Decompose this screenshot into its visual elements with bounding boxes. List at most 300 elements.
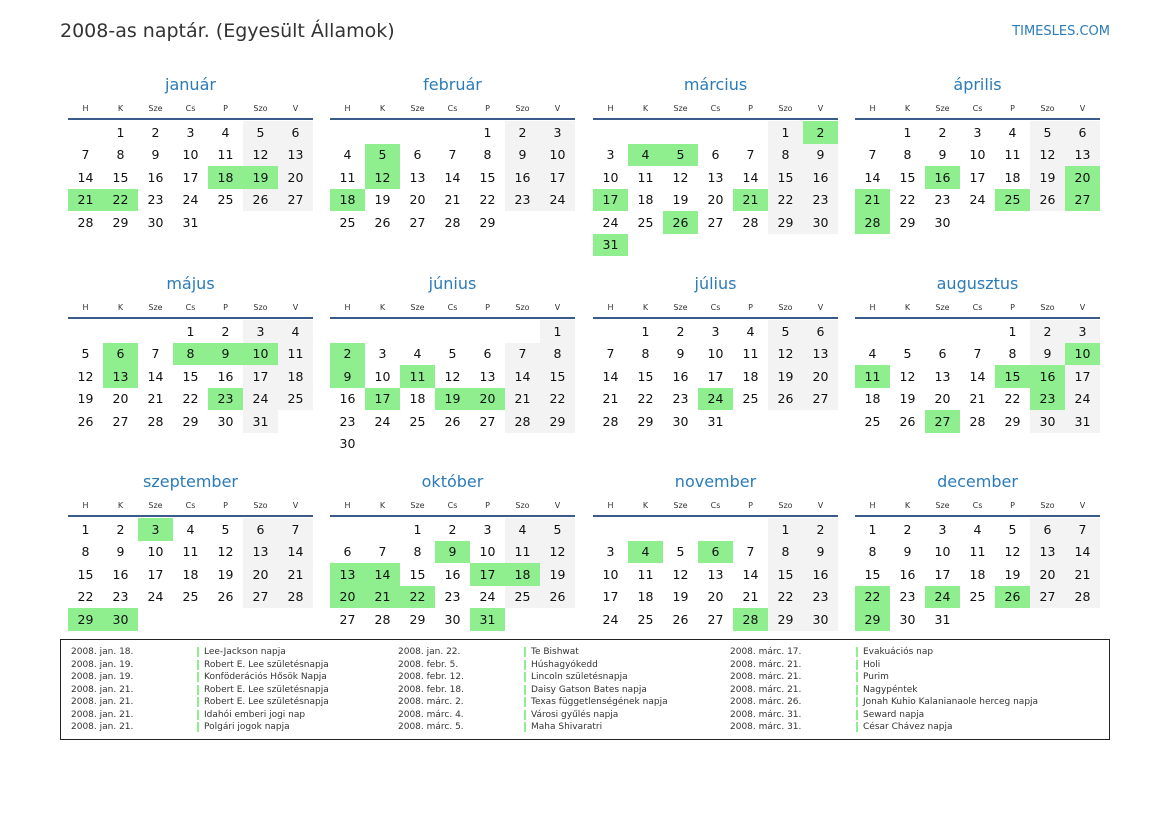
- weekday-label: Sze: [148, 103, 163, 113]
- holiday-day: 14: [365, 563, 400, 586]
- day-cell: 15: [768, 563, 803, 586]
- weekday-label: Cs: [185, 103, 196, 113]
- day-cell: 22: [77, 589, 94, 605]
- weekday-label: K: [642, 500, 649, 510]
- day-cell: 31: [1065, 410, 1100, 433]
- day-cell: 5: [81, 346, 90, 362]
- day-cell: 10: [147, 544, 164, 560]
- weekday-label: Cs: [710, 103, 721, 113]
- day-cell: 12: [540, 541, 575, 564]
- holiday-day: 20: [330, 586, 365, 609]
- day-cell: 25: [182, 589, 199, 605]
- day-cell: 16: [147, 169, 164, 185]
- holiday-date: 2008. febr. 18.: [398, 684, 464, 695]
- holiday-date: 2008. jan. 22.: [398, 647, 461, 658]
- day-cell: 25: [505, 586, 540, 609]
- day-cell: 23: [672, 391, 689, 407]
- brand-link[interactable]: TIMESLES.COM: [1012, 24, 1110, 39]
- weekday-label: Sze: [935, 103, 950, 113]
- weekday-label: V: [554, 302, 561, 312]
- day-cell: 27: [409, 214, 426, 230]
- holiday-marker: [524, 660, 526, 670]
- day-cell: 19: [1004, 566, 1021, 582]
- day-cell: 10: [479, 544, 496, 560]
- day-cell: 31: [934, 611, 951, 627]
- day-cell: 19: [1030, 166, 1065, 189]
- month-11: [593, 469, 838, 631]
- day-cell: 6: [1030, 518, 1065, 541]
- legend-item: [398, 721, 668, 734]
- holiday-day: 2: [803, 121, 838, 144]
- day-cell: 25: [637, 214, 654, 230]
- holiday-day: 17: [470, 563, 505, 586]
- weekday-label: Szo: [253, 302, 268, 312]
- day-cell: 11: [637, 169, 654, 185]
- day-cell: 16: [444, 566, 461, 582]
- month-name: augusztus: [936, 274, 1019, 293]
- day-cell: 6: [938, 346, 947, 362]
- holiday-name: Texas függetlenségének napja: [531, 697, 668, 708]
- empty-cell: [470, 320, 505, 343]
- day-cell: 12: [1004, 544, 1021, 560]
- weekday-label: Sze: [410, 500, 425, 510]
- empty-cell: [400, 121, 435, 144]
- month-name: június: [428, 274, 477, 293]
- weekday-label: Sze: [148, 302, 163, 312]
- day-cell: 6: [483, 346, 492, 362]
- holiday-date: 2008. febr. 12.: [398, 672, 464, 683]
- day-cell: 31: [182, 214, 199, 230]
- day-cell: 26: [540, 586, 575, 609]
- weekday-label: P: [223, 103, 228, 113]
- holiday-date: 2008. jan. 18.: [71, 647, 134, 658]
- weekday-label: Szo: [1040, 103, 1055, 113]
- day-cell: 21: [444, 192, 461, 208]
- weekday-label: V: [817, 103, 824, 113]
- day-cell: 8: [768, 541, 803, 564]
- day-cell: 29: [182, 413, 199, 429]
- day-cell: 3: [378, 346, 387, 362]
- weekday-label: H: [344, 103, 351, 113]
- legend-item: [398, 684, 668, 697]
- day-cell: 28: [602, 413, 619, 429]
- weekday-label: V: [1079, 103, 1086, 113]
- day-cell: 13: [479, 368, 496, 384]
- weekday-label: Sze: [148, 500, 163, 510]
- legend-item: [730, 721, 1038, 734]
- weekday-label: V: [554, 500, 561, 510]
- day-cell: 19: [672, 192, 689, 208]
- weekday-label: Cs: [447, 302, 458, 312]
- legend-column: [730, 646, 1038, 734]
- holiday-day: 27: [925, 410, 960, 433]
- day-cell: 28: [444, 214, 461, 230]
- day-cell: 20: [1030, 563, 1065, 586]
- month-name: július: [694, 274, 737, 293]
- holiday-marker: [856, 710, 858, 720]
- empty-cell: [698, 121, 733, 144]
- day-cell: 4: [186, 521, 195, 537]
- empty-cell: [593, 121, 628, 144]
- month-12: [855, 469, 1100, 631]
- day-cell: 1: [641, 323, 650, 339]
- holiday-day: 17: [365, 388, 400, 411]
- day-cell: 1: [483, 124, 492, 140]
- day-cell: 14: [864, 169, 881, 185]
- day-cell: 17: [243, 365, 278, 388]
- empty-cell: [733, 121, 768, 144]
- empty-cell: [628, 121, 663, 144]
- holiday-day: 6: [698, 541, 733, 564]
- day-cell: 8: [483, 147, 492, 163]
- day-cell: 29: [479, 214, 496, 230]
- day-cell: 6: [243, 518, 278, 541]
- weekday-label: H: [869, 302, 876, 312]
- day-cell: 1: [186, 323, 195, 339]
- day-cell: 26: [217, 589, 234, 605]
- day-cell: 1: [768, 518, 803, 541]
- day-cell: 19: [77, 391, 94, 407]
- day-cell: 15: [77, 566, 94, 582]
- days-grid: [330, 121, 575, 234]
- day-cell: 30: [803, 608, 838, 631]
- holiday-day: 24: [925, 586, 960, 609]
- day-cell: 24: [602, 214, 619, 230]
- holiday-day: 8: [173, 343, 208, 366]
- day-cell: 7: [746, 147, 755, 163]
- holiday-day: 5: [365, 144, 400, 167]
- day-cell: 30: [339, 436, 356, 452]
- month-name: január: [165, 75, 216, 94]
- empty-cell: [505, 320, 540, 343]
- day-cell: 9: [151, 147, 160, 163]
- weekday-label: K: [904, 302, 911, 312]
- day-cell: 20: [243, 563, 278, 586]
- legend-item: [730, 696, 1038, 709]
- empty-cell: [330, 121, 365, 144]
- holiday-day: 9: [330, 365, 365, 388]
- holiday-marker: [524, 647, 526, 657]
- day-cell: 15: [479, 169, 496, 185]
- day-cell: 23: [112, 589, 129, 605]
- weekday-label: Cs: [447, 103, 458, 113]
- holiday-name: Maha Shivaratri: [531, 722, 603, 733]
- day-cell: 10: [969, 147, 986, 163]
- day-cell: 15: [182, 368, 199, 384]
- day-cell: 23: [505, 189, 540, 212]
- holiday-name: César Chávez napja: [863, 722, 953, 733]
- day-cell: 27: [112, 413, 129, 429]
- month-name: december: [937, 472, 1018, 491]
- holiday-day: 21: [733, 189, 768, 212]
- weekday-label: Sze: [410, 302, 425, 312]
- day-cell: 1: [1008, 323, 1017, 339]
- holiday-day: 22: [400, 586, 435, 609]
- weekday-label: H: [82, 302, 89, 312]
- day-cell: 8: [768, 144, 803, 167]
- day-cell: 12: [1030, 144, 1065, 167]
- weekday-label: Sze: [673, 500, 688, 510]
- days-grid: [593, 320, 838, 433]
- day-cell: 16: [899, 566, 916, 582]
- weekday-label: H: [607, 103, 614, 113]
- legend-item: [71, 709, 329, 722]
- weekday-label: Cs: [710, 302, 721, 312]
- day-cell: 18: [409, 391, 426, 407]
- day-cell: 2: [151, 124, 160, 140]
- weekday-label: Szo: [515, 500, 530, 510]
- day-cell: 4: [868, 346, 877, 362]
- day-cell: 11: [1004, 147, 1021, 163]
- holiday-date: 2008. jan. 21.: [71, 697, 134, 708]
- day-cell: 8: [641, 346, 650, 362]
- day-cell: 11: [217, 147, 234, 163]
- day-cell: 11: [278, 343, 313, 366]
- days-grid: [68, 121, 313, 234]
- day-cell: 28: [969, 413, 986, 429]
- day-cell: 18: [182, 566, 199, 582]
- empty-cell: [733, 518, 768, 541]
- weekday-label: P: [223, 500, 228, 510]
- day-cell: 20: [707, 589, 724, 605]
- day-cell: 19: [672, 589, 689, 605]
- day-cell: 11: [742, 346, 759, 362]
- holiday-day: 9: [435, 541, 470, 564]
- month-3: [593, 72, 838, 256]
- holiday-name: Idahói emberi jogi nap: [204, 709, 306, 720]
- holiday-day: 13: [330, 563, 365, 586]
- day-cell: 12: [672, 169, 689, 185]
- holiday-day: 22: [855, 586, 890, 609]
- holiday-name: Purim: [863, 672, 889, 683]
- day-cell: 22: [899, 192, 916, 208]
- day-cell: 24: [479, 589, 496, 605]
- weekday-label: Cs: [710, 500, 721, 510]
- legend-item: [71, 659, 329, 672]
- day-cell: 13: [803, 343, 838, 366]
- day-cell: 23: [147, 192, 164, 208]
- legend-column: [398, 646, 668, 734]
- day-cell: 17: [1065, 365, 1100, 388]
- holiday-date: 2008. márc. 21.: [730, 659, 802, 670]
- month-1: [68, 72, 313, 234]
- empty-cell: [365, 518, 400, 541]
- month-8: [855, 271, 1100, 433]
- day-cell: 13: [934, 368, 951, 384]
- weekday-label: Szo: [1040, 302, 1055, 312]
- weekday-label: Sze: [935, 302, 950, 312]
- weekday-label: K: [904, 500, 911, 510]
- legend-item: [398, 646, 668, 659]
- day-cell: 2: [803, 518, 838, 541]
- holiday-day: 20: [1065, 166, 1100, 189]
- empty-cell: [855, 320, 890, 343]
- weekday-label: H: [82, 500, 89, 510]
- day-cell: 19: [217, 566, 234, 582]
- day-cell: 1: [540, 320, 575, 343]
- day-cell: 12: [77, 368, 94, 384]
- legend-item: [398, 659, 668, 672]
- day-cell: 25: [278, 388, 313, 411]
- day-cell: 10: [182, 147, 199, 163]
- day-cell: 18: [1004, 169, 1021, 185]
- holiday-marker: [856, 672, 858, 682]
- day-cell: 16: [112, 566, 129, 582]
- holiday-name: Húshagyókedd: [531, 659, 598, 670]
- empty-cell: [365, 320, 400, 343]
- weekday-label: K: [379, 302, 386, 312]
- day-cell: 29: [899, 214, 916, 230]
- days-grid: [68, 320, 313, 433]
- day-cell: 18: [864, 391, 881, 407]
- weekday-label: P: [485, 103, 490, 113]
- day-cell: 21: [602, 391, 619, 407]
- day-cell: 24: [182, 192, 199, 208]
- day-cell: 14: [602, 368, 619, 384]
- day-cell: 8: [81, 544, 90, 560]
- day-cell: 20: [278, 166, 313, 189]
- day-cell: 2: [1030, 320, 1065, 343]
- holiday-marker: [856, 697, 858, 707]
- day-cell: 7: [378, 544, 387, 560]
- holiday-day: 31: [593, 234, 628, 257]
- days-grid: [593, 518, 838, 631]
- holiday-date: 2008. jan. 21.: [71, 722, 134, 733]
- empty-cell: [68, 121, 103, 144]
- legend-item: [398, 671, 668, 684]
- day-cell: 13: [707, 566, 724, 582]
- day-cell: 15: [864, 566, 881, 582]
- holiday-name: Robert E. Lee születésnapja: [204, 684, 329, 695]
- day-cell: 15: [637, 368, 654, 384]
- weekday-label: Szo: [778, 302, 793, 312]
- holiday-day: 9: [208, 343, 243, 366]
- day-cell: 10: [707, 346, 724, 362]
- day-cell: 5: [1030, 121, 1065, 144]
- day-cell: 19: [374, 192, 391, 208]
- day-cell: 11: [637, 566, 654, 582]
- holiday-day: 4: [628, 541, 663, 564]
- weekday-header: [330, 297, 575, 319]
- month-2: [330, 72, 575, 234]
- days-grid: [68, 518, 313, 631]
- holiday-day: 4: [628, 144, 663, 167]
- empty-cell: [663, 121, 698, 144]
- day-cell: 6: [803, 320, 838, 343]
- weekday-label: K: [379, 103, 386, 113]
- day-cell: 23: [444, 589, 461, 605]
- day-cell: 27: [339, 611, 356, 627]
- day-cell: 12: [243, 144, 278, 167]
- day-cell: 18: [969, 566, 986, 582]
- day-cell: 6: [413, 147, 422, 163]
- holiday-day: 18: [330, 189, 365, 212]
- weekday-label: P: [1010, 103, 1015, 113]
- empty-cell: [593, 320, 628, 343]
- day-cell: 16: [217, 368, 234, 384]
- day-cell: 23: [934, 192, 951, 208]
- day-cell: 6: [343, 544, 352, 560]
- day-cell: 26: [77, 413, 94, 429]
- day-cell: 28: [1065, 586, 1100, 609]
- weekday-label: V: [292, 500, 299, 510]
- day-cell: 14: [278, 541, 313, 564]
- day-cell: 15: [540, 365, 575, 388]
- weekday-header: [855, 495, 1100, 517]
- day-cell: 13: [1030, 541, 1065, 564]
- holiday-date: 2008. márc. 2.: [398, 697, 464, 708]
- day-cell: 20: [112, 391, 129, 407]
- day-cell: 4: [973, 521, 982, 537]
- holiday-marker: [197, 685, 199, 695]
- day-cell: 26: [768, 388, 803, 411]
- holiday-day: 20: [470, 388, 505, 411]
- weekday-label: H: [82, 103, 89, 113]
- month-name: október: [421, 472, 484, 491]
- month-name: február: [423, 75, 482, 94]
- day-cell: 26: [243, 189, 278, 212]
- month-10: [330, 469, 575, 631]
- empty-cell: [663, 518, 698, 541]
- holiday-date: 2008. jan. 21.: [71, 684, 134, 695]
- holiday-marker: [524, 685, 526, 695]
- weekday-label: H: [869, 500, 876, 510]
- day-cell: 16: [505, 166, 540, 189]
- weekday-label: P: [1010, 500, 1015, 510]
- day-cell: 15: [112, 169, 129, 185]
- holiday-legend: [60, 639, 1110, 740]
- holiday-day: 11: [855, 365, 890, 388]
- holiday-name: Konföderációs Hősök Napja: [204, 672, 327, 683]
- month-name: november: [674, 472, 757, 491]
- weekday-label: Cs: [447, 500, 458, 510]
- day-cell: 27: [479, 413, 496, 429]
- weekday-header: [593, 495, 838, 517]
- day-cell: 7: [448, 147, 457, 163]
- page-title: 2008-as naptár. (Egyesült Államok): [60, 20, 395, 42]
- weekday-label: Szo: [515, 103, 530, 113]
- holiday-day: 27: [1065, 189, 1100, 212]
- empty-cell: [890, 320, 925, 343]
- days-grid: [855, 121, 1100, 234]
- day-cell: 24: [969, 192, 986, 208]
- day-cell: 5: [1008, 521, 1017, 537]
- weekday-label: Sze: [673, 103, 688, 113]
- weekday-header: [68, 98, 313, 120]
- holiday-name: Robert E. Lee születésnapja: [204, 697, 329, 708]
- holiday-date: 2008. márc. 17.: [730, 647, 802, 658]
- day-cell: 9: [676, 346, 685, 362]
- day-cell: 13: [278, 144, 313, 167]
- day-cell: 14: [1065, 541, 1100, 564]
- weekday-header: [330, 98, 575, 120]
- day-cell: 28: [374, 611, 391, 627]
- weekday-label: P: [485, 500, 490, 510]
- day-cell: 22: [182, 391, 199, 407]
- day-cell: 23: [803, 189, 838, 212]
- day-cell: 30: [672, 413, 689, 429]
- day-cell: 29: [409, 611, 426, 627]
- holiday-date: 2008. jan. 21.: [71, 709, 134, 720]
- weekday-label: K: [117, 302, 124, 312]
- day-cell: 5: [676, 544, 685, 560]
- empty-cell: [855, 121, 890, 144]
- day-cell: 14: [147, 368, 164, 384]
- weekday-label: K: [642, 103, 649, 113]
- holiday-marker: [856, 660, 858, 670]
- holiday-day: 21: [68, 189, 103, 212]
- holiday-name: Polgári jogok napja: [204, 722, 290, 733]
